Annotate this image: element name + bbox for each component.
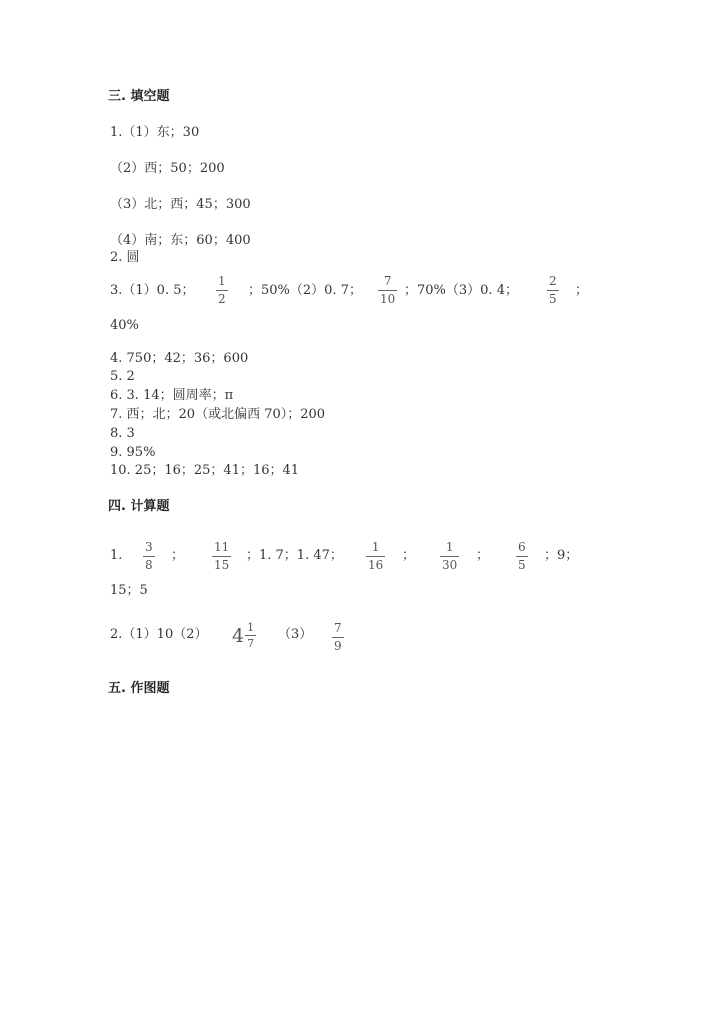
fraction-denominator: 5 <box>549 292 557 306</box>
section-heading-drawing: 五. 作图题 <box>108 681 170 696</box>
fraction-numerator: 11 <box>214 540 230 554</box>
fraction-numerator: 1 <box>247 621 255 634</box>
fraction-numerator: 7 <box>334 621 342 635</box>
fraction-bar <box>212 556 231 557</box>
answer-line-10: 10. 25；16；25；41；16；41 <box>110 463 300 478</box>
fraction-numerator: 1 <box>371 540 380 554</box>
answer-line-3-part1: 3.（1）0. 5； <box>110 283 195 298</box>
fraction-bar <box>143 556 155 557</box>
fraction-denominator: 7 <box>247 637 255 650</box>
answer-line-1b: （2）西；50；200 <box>110 161 225 176</box>
calc-line-1-continued: 15；5 <box>110 583 148 598</box>
answer-line-3-part5: 40% <box>110 318 139 333</box>
fraction-bar <box>378 290 397 291</box>
fraction-7-10 <box>378 275 397 306</box>
fraction-numerator: 1 <box>218 274 226 288</box>
calc-separator-4: ； <box>476 548 490 563</box>
fraction-denominator: 30 <box>442 558 458 572</box>
fraction-11-15 <box>212 541 231 572</box>
answer-line-1a: 1.（1）东；30 <box>110 125 200 140</box>
calc-separator-1: ； <box>171 548 185 563</box>
answer-line-2: 2. 圆 <box>110 250 140 265</box>
calc-line-1-label: 1. <box>110 548 123 563</box>
answer-line-3-part3: ；70%（3）0. 4； <box>404 283 518 298</box>
answer-line-1c: （3）北；西；45；300 <box>110 197 251 212</box>
fraction-bar <box>216 290 228 291</box>
fraction-denominator: 9 <box>334 639 342 653</box>
fraction-denominator: 10 <box>380 292 396 306</box>
fraction-bar <box>332 637 344 638</box>
fraction-denominator: 2 <box>218 292 226 306</box>
calc-separator-2: ；1. 7；1. 47； <box>246 548 343 563</box>
calc-line-2-label: 2.（1）10（2） <box>110 627 208 642</box>
answer-line-5: 5. 2 <box>110 369 135 384</box>
fraction-bar <box>245 635 256 636</box>
fraction-bar <box>547 290 559 291</box>
section-heading-calculation: 四. 计算题 <box>108 499 170 514</box>
fraction-numerator: 7 <box>383 274 392 288</box>
fraction-1-16 <box>366 541 385 572</box>
fraction-numerator: 2 <box>549 274 557 288</box>
fraction-numerator: 3 <box>145 540 153 554</box>
fraction-numerator: 6 <box>518 540 526 554</box>
fraction-6-5 <box>516 541 528 572</box>
fraction-1-2 <box>216 275 228 306</box>
fraction-3-8 <box>143 541 155 572</box>
fraction-bar <box>440 556 459 557</box>
fraction-denominator: 15 <box>214 558 230 572</box>
answer-line-7: 7. 西；北；20（或北偏西 70）；200 <box>110 407 326 422</box>
fraction-bar <box>516 556 528 557</box>
fraction-denominator: 5 <box>518 558 526 572</box>
answer-line-4: 4. 750；42；36；600 <box>110 351 249 366</box>
answer-line-3-part4: ； <box>575 283 589 298</box>
mixed-fraction <box>245 622 256 649</box>
answer-line-1d: （4）南；东；60；400 <box>110 233 251 248</box>
fraction-1-30 <box>440 541 459 572</box>
fraction-2-5 <box>547 275 559 306</box>
mixed-number-4-1-7 <box>232 622 256 649</box>
fraction-bar <box>366 556 385 557</box>
calc-separator-3: ； <box>402 548 416 563</box>
answer-line-9: 9. 95% <box>110 445 156 460</box>
answer-line-8: 8. 3 <box>110 426 135 441</box>
fraction-numerator: 1 <box>445 540 454 554</box>
fraction-denominator: 8 <box>145 558 153 572</box>
calc-line-2-part3: （3） <box>278 627 313 642</box>
answer-line-6: 6. 3. 14；圆周率；π <box>110 388 234 403</box>
answer-line-3-part2: ；50%（2）0. 7； <box>248 283 362 298</box>
fraction-denominator: 16 <box>368 558 384 572</box>
calc-separator-5: ；9； <box>544 548 579 563</box>
fraction-7-9 <box>332 622 344 653</box>
section-heading-fill-in: 三. 填空题 <box>108 89 170 104</box>
mixed-whole: 4 <box>232 624 245 647</box>
